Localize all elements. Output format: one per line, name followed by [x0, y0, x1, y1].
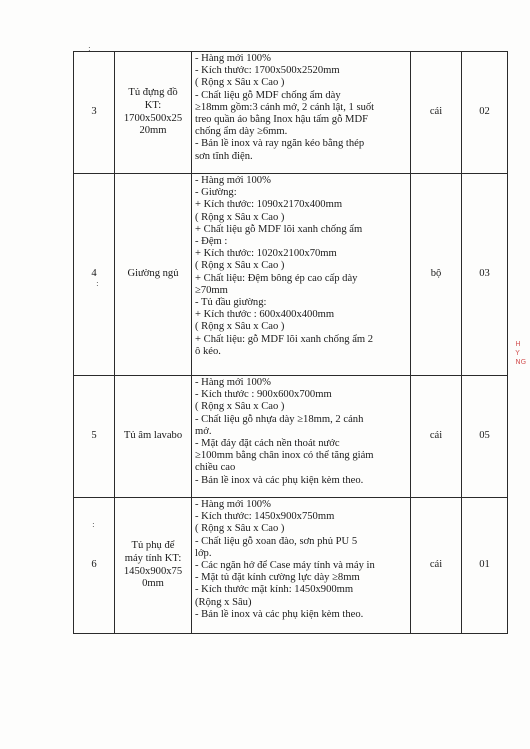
table-row [74, 376, 508, 498]
item-name-cell [115, 174, 192, 376]
spec-line: ≥18mm gồm:3 cánh mở, 2 cánh lật, 1 suốt [195, 101, 375, 113]
spec-line: - Kích thước mặt kính: 1450x900mm [195, 584, 354, 596]
spec-line: - Giường: [195, 187, 237, 199]
spec-line: - Hàng mới 100% [195, 175, 271, 186]
spec-line: - Kích thước : 900x600x700mm [195, 389, 332, 401]
spec-line: ( Rộng x Sâu x Cao ) [195, 260, 285, 272]
row-number: 5 [74, 376, 115, 498]
quantity-cell: 05 [462, 376, 508, 498]
spec-line: - Kích thước: 1700x500x2520mm [195, 65, 340, 77]
item-name-line: Tủ phụ để [131, 540, 175, 552]
spec-line: - Bản lề inox và các phụ kiện kèm theo. [195, 608, 364, 620]
spec-line: chiều cao [195, 462, 236, 474]
unit-cell: cái [411, 498, 462, 634]
spec-line: - Hàng mới 100% [195, 499, 271, 510]
spec-line: ≥70mm [195, 284, 228, 296]
equipment-spec-table [73, 51, 508, 634]
spec-line: + Kích thước : 600x400x400mm [195, 309, 335, 321]
item-name-cell [115, 498, 192, 634]
spec-line: - Chất liệu gỗ xoan đào, sơn phủ PU 5 [195, 535, 358, 547]
item-name-line: Tủ âm lavabo [123, 430, 183, 442]
row-number: 6 [74, 498, 115, 634]
quantity-cell: 01 [462, 498, 508, 634]
spec-line: ( Rộng x Sâu x Cao ) [195, 77, 285, 89]
scan-speck: : [88, 44, 91, 53]
item-spec-cell [192, 52, 411, 174]
spec-line: ≥100mm bằng chân inox có thể tăng giảm [195, 450, 374, 462]
item-spec-cell [192, 498, 411, 634]
spec-line: + Chất liệu gỗ MDF lõi xanh chống ẩm [195, 223, 363, 235]
scan-speck: : [96, 279, 99, 288]
item-name-line: 1700x500x25 [123, 112, 183, 124]
row-number: 4 [74, 174, 115, 376]
spec-line: ( Rộng x Sâu x Cao ) [195, 523, 285, 535]
spec-line: chống ẩm dày ≥6mm. [195, 126, 288, 138]
quantity-cell: 03 [462, 174, 508, 376]
spec-line: - Hàng mới 100% [195, 377, 271, 388]
item-name-line: 0mm [142, 578, 164, 590]
spec-line: - Tủ đầu giường: [195, 297, 267, 309]
item-name-line: KT: [144, 99, 162, 111]
spec-line: (Rộng x Sâu) [195, 596, 252, 608]
spec-line: - Các ngăn hở để Case máy tính và máy in [195, 560, 375, 572]
unit-cell: cái [411, 52, 462, 174]
spec-line: - Chất liệu gỗ nhựa dày ≥18mm, 2 cánh [195, 413, 364, 425]
spec-line: ( Rộng x Sâu x Cao ) [195, 401, 285, 413]
spec-line: - Mặt tủ đặt kính cường lực dày ≥8mm [195, 572, 360, 584]
table-row [74, 174, 508, 376]
item-name-cell [115, 376, 192, 498]
item-name-line: máy tính KT: [124, 552, 182, 564]
spec-line: ( Rộng x Sâu x Cao ) [195, 211, 285, 223]
spec-line: + Kích thước: 1090x2170x400mm [195, 199, 343, 211]
spec-line: + Chất liệu: Đệm bông ép cao cấp dày [195, 272, 358, 284]
spec-line: sơn tĩnh điện. [195, 150, 253, 162]
item-name-cell [115, 52, 192, 174]
spec-line: - Kích thước: 1450x900x750mm [195, 511, 335, 523]
item-name-line: Tủ đựng đồ [128, 87, 178, 99]
spec-line: + Chất liệu: gỗ MDF lõi xanh chống ẩm 2 [195, 333, 374, 345]
item-spec-cell [192, 174, 411, 376]
row-number: 3 [74, 52, 115, 174]
item-spec-cell [192, 376, 411, 498]
spec-line: - Mặt đáy đặt cách nền thoát nước [195, 438, 340, 450]
unit-cell: bộ [411, 174, 462, 376]
item-name-line: 20mm [139, 125, 167, 137]
margin-stamp-fragment [515, 340, 526, 367]
spec-line: + Kích thước: 1020x2100x70mm [195, 248, 337, 260]
scan-speck: : [92, 520, 95, 529]
table-row [74, 52, 508, 174]
spec-line: - Hàng mới 100% [195, 53, 271, 64]
margin-stamp-line: NG [515, 358, 526, 366]
table-row [74, 498, 508, 634]
spec-line: mở. [195, 425, 212, 437]
item-name-line: Giường ngủ [127, 268, 179, 280]
spec-line: - Chất liệu gỗ MDF chống ẩm dày [195, 89, 341, 101]
spec-line: - Bản lề inox và các phụ kiện kèm theo. [195, 474, 364, 486]
spec-line: - Đệm : [195, 236, 228, 248]
item-name-line: 1450x900x75 [123, 565, 183, 577]
spec-line: ô kéo. [195, 345, 221, 357]
unit-cell: cái [411, 376, 462, 498]
margin-stamp-line: Y [515, 349, 520, 357]
spec-line: ( Rộng x Sâu x Cao ) [195, 321, 285, 333]
spec-line: lớp. [195, 547, 212, 559]
spec-line: - Bản lề inox và ray ngăn kéo bằng thép [195, 138, 365, 150]
spec-line: treo quần áo bằng Inox hậu tấm gỗ MDF [195, 114, 368, 126]
margin-stamp-line: H [515, 340, 521, 348]
quantity-cell: 02 [462, 52, 508, 174]
